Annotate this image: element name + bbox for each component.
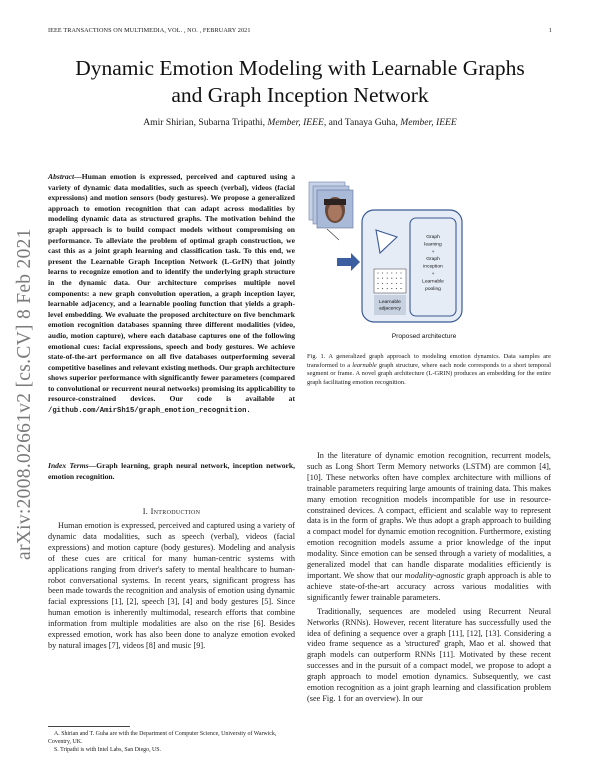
paper-title xyxy=(0,55,600,109)
abstract-text: —Human emotion is expressed, perceived and captured using a variety of dynamic data modalities, such as speech (verbal), videos (facial expressions) and motion sensors (body gestures). We propose a generalized approach to emotion recognition that can adapt across modalities by modeling dynamic data as structured graphs. The motivation behind the graph approach is to build compact models without compromising on performance. To alleviate the problem of optimal graph construction, we cast this as a joint graph learning and classification task. To this end, we present the Learnable Graph Inception Network (L-GrIN) that jointly learns to recognize emotion and to identify the underlying graph structure in the dynamic data. Our architecture comprises multiple novel components: a new graph convolution operation, a graph inception layer, learnable adjacency, and a learnable pooling function that yields a graph-level embedding. We evaluate the proposed architecture on five benchmark emotion recognition databases spanning three different modalities (video, audio, motion capture), where each database captures one of the following emotional cues: facial expressions, speech and body gestures. We achieve state-of-the-art performance on all five databases outperforming several competitive baselines and relevant existing methods. Our graph architecture shows superior performance with significantly fewer parameters (compared to convolutional or recurrent neural networks) promising its applicability to resource-constrained devices. Our code is available at xyxy=(48,172,295,404)
footnote-rule xyxy=(48,726,130,727)
intro-paragraph-left xyxy=(48,521,295,652)
matrix-cell-dot xyxy=(377,278,378,279)
caption-emphasis: learnable xyxy=(352,361,377,369)
matrix-cell-dot xyxy=(387,278,388,279)
section-numeral: I. xyxy=(142,507,151,516)
graph-module-label-line: Graph xyxy=(426,235,440,240)
intro-text-left: Human emotion is expressed, perceived and captured using a variety of dynamic data modalities, such as speech (verbal), videos (facial expressions) and motion capture (body gestures). Modeling and analysis of these cues are critical for many human-centric systems with applications ranging from driver's safety to mental healthcare to human-robot conversational systems. In recent years, significant progress has been made towards the recognition and analysis of emotion using dynamic facial expressions [1], [2], speech [3], [4] and body gestures [5]. Since human emotion is inherently multimodal, research efforts that combine information from multiple modalities are also on the rise [6]. Besides expressed emotion, work has also been done to analyze emotion evoked by natural images [7], videos [8] and music [9]. xyxy=(48,521,295,650)
matrix-cell-dot xyxy=(400,272,401,273)
intro-p1-emphasis: modality-agnostic xyxy=(404,570,465,580)
footnote-affiliation-2: S. Tripathi is with Intel Labs, San Diego, US. xyxy=(54,747,162,753)
intro-paragraphs-right xyxy=(307,451,551,705)
intro-paragraph-right-2: Traditionally, sequences are modeled using Recurrent Neural Networks (RNNs). However, recent literature has successfully used the idea of defining a sequence over a graph [11], [12], [13]. Considering a video frame sequence as a 'structured' graph, Mao et al. showed that graph models can outperform RNNs [11]. Motivated by these recent successes and in the pursuit of a compact model, we propose to adopt a graph approach to model emotion dynamics. Subsequently, we cast emotion recognition as a joint graph learning and classification problem (see Fig. 1 for an overview). In our xyxy=(307,606,551,703)
figure-caption xyxy=(307,353,551,387)
matrix-cell-dot xyxy=(391,272,392,273)
graph-module-label-line: learning xyxy=(424,242,442,248)
journal-header: IEEE TRANSACTIONS ON MULTIMEDIA, VOL. , NO. , FEBRUARY 2021 xyxy=(48,27,251,34)
index-terms xyxy=(48,461,295,482)
graph-module-label-line: pooling xyxy=(425,286,441,292)
matrix-cell-dot xyxy=(377,283,378,284)
arxiv-stamp[interactable]: arXiv:2008.02661v2 [cs.CV] 8 Feb 2021 xyxy=(14,228,35,560)
title-line-1: Dynamic Emotion Modeling with Learnable Graphs xyxy=(75,56,525,80)
matrix-cell-dot xyxy=(396,288,397,289)
matrix-cell-dot xyxy=(391,278,392,279)
intro-paragraph-right-1 xyxy=(307,451,551,604)
matrix-cell-dot xyxy=(387,283,388,284)
footnotes xyxy=(48,730,295,754)
section-title: Introduction xyxy=(150,507,201,516)
matrix-cell-dot xyxy=(382,272,383,273)
matrix-cell-dot xyxy=(400,288,401,289)
intro-p1-text: In the literature of dynamic emotion recognition, recurrent models, such as Long Short Term Memory networks (LSTM) are common [4], [10]. These networks often have complex architecture with millions of trainable parameters requiring large amounts of training data. This makes many emotion recognition models incompatible for use in resource-constrained devices. A compact, efficient and scalable way to represent data is in the form of graphs. We thus adopt a graph approach to building a compact model for dynamic emotion recognition. Furthermore, existing emotion recognition models assume a prior knowledge of the input modality. Since emotion can be sensed through a variety of modalities, a generalized model that can handle disparate modalities efficiently is important. We show that our xyxy=(307,451,551,580)
footnote-affiliation-1: A. Shirian and T. Guha are with the Department of Computer Science, University of Warwick, Coventry, UK. xyxy=(48,731,277,745)
graph-module-label-line: + xyxy=(431,249,435,255)
author-and: , and Tanaya Guha, xyxy=(323,117,401,128)
frame-connector xyxy=(327,229,339,240)
code-url-link[interactable]: /github.com/AmirSh15/graph_emotion_recognition. xyxy=(48,407,251,416)
graph-module-label-line: inception xyxy=(423,264,443,270)
index-terms-text: —Graph learning, graph neural network, inception network, emotion recognition. xyxy=(48,461,295,481)
architecture-figure xyxy=(307,180,551,345)
matrix-cell-dot xyxy=(387,288,388,289)
caption-prefix: Fig. 1. A generalized graph approach to modeling emotion dynamics. Data samples are transformed to a xyxy=(307,353,551,369)
face-skin-icon xyxy=(328,203,342,221)
title-line-2: and Graph Inception Network xyxy=(171,83,429,107)
adjacency-label-bg xyxy=(374,295,406,315)
adjacency-label-line: adjacency xyxy=(378,306,402,312)
hair-icon xyxy=(324,199,346,205)
matrix-cell-dot xyxy=(377,272,378,273)
abstract-label: Abstract xyxy=(48,172,75,181)
matrix-cell-dot xyxy=(377,288,378,289)
matrix-cell-dot xyxy=(400,278,401,279)
index-terms-label: Index Terms xyxy=(48,461,89,470)
running-header xyxy=(48,27,552,37)
input-arrow-icon xyxy=(337,253,360,271)
matrix-cell-dot xyxy=(382,278,383,279)
adjacency-label-line: Learnable xyxy=(379,300,401,305)
page-number: 1 xyxy=(548,27,552,34)
matrix-cell-dot xyxy=(400,283,401,284)
author-list xyxy=(0,117,600,128)
matrix-cell-dot xyxy=(396,272,397,273)
graph-module-label-line: Graph xyxy=(426,257,440,263)
intro-p1-end: graph approach is able to achieve state-of-the-art accuracy across various modalities with significantly fewer trainable parameters. xyxy=(307,570,551,602)
abstract xyxy=(48,172,295,417)
matrix-cell-dot xyxy=(391,283,392,284)
matrix-cell-dot xyxy=(382,283,383,284)
matrix-cell-dot xyxy=(387,272,388,273)
author-membership-1: Member, IEEE xyxy=(267,117,324,128)
graph-module-label-line: Learnable xyxy=(422,279,444,285)
author-names: Amir Shirian, Subarna Tripathi, xyxy=(143,117,268,128)
matrix-cell-dot xyxy=(396,278,397,279)
graph-module-label-line: + xyxy=(431,272,435,277)
caption-suffix: graph structure, where each node corresponds to a short temporal segment or frame. A novel graph architecture (L-GRIN) produces an embedding for the entire graph facilitating emotion recognition. xyxy=(307,361,551,386)
matrix-cell-dot xyxy=(396,283,397,284)
matrix-cell-dot xyxy=(382,288,383,289)
author-membership-2: Member, IEEE xyxy=(400,117,457,128)
matrix-cell-dot xyxy=(391,288,392,289)
section-heading xyxy=(48,507,295,516)
figure-label: Proposed architecture xyxy=(391,333,457,340)
